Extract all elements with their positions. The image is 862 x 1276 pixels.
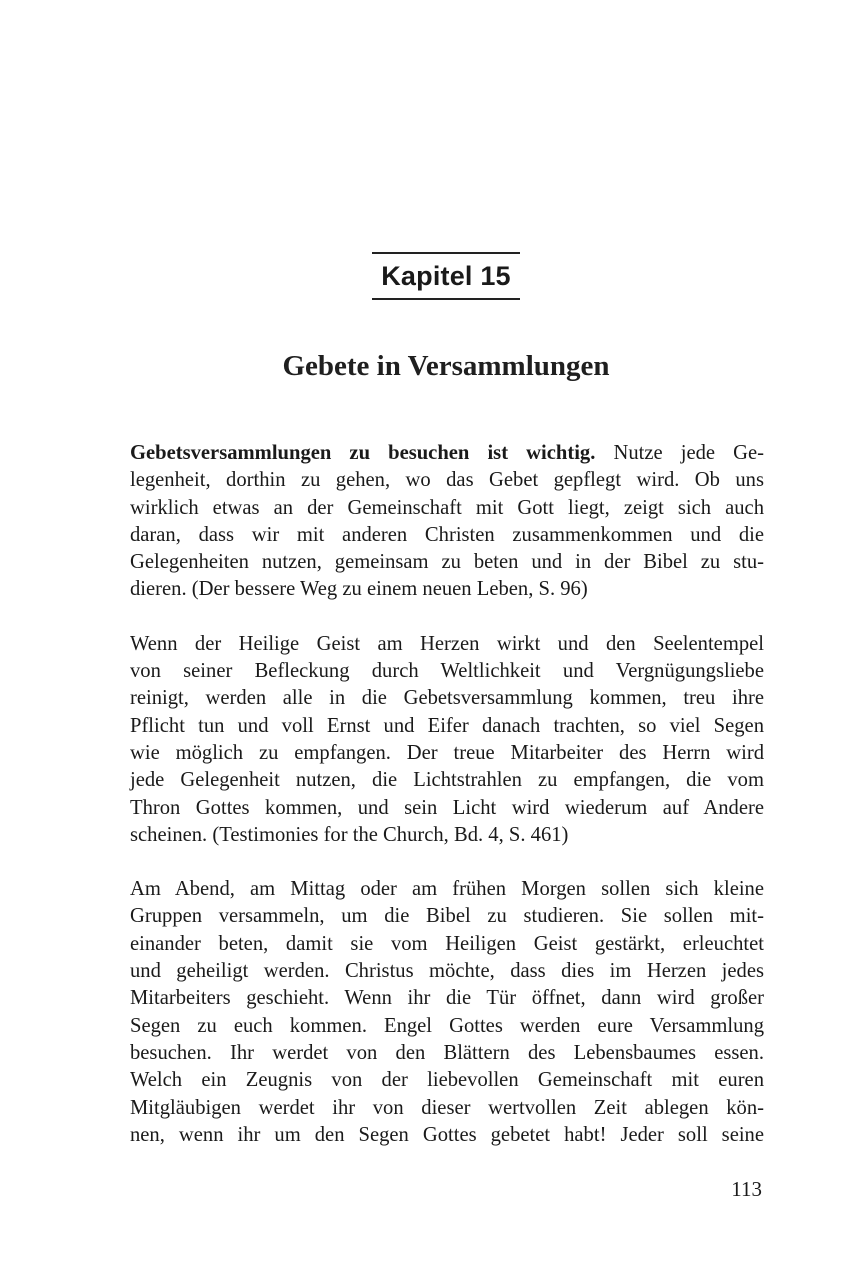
text-line: wirklich etwas an der Gemeinschaft mit Gott liegt, zeigt sich auch	[130, 496, 764, 519]
text-line: Am Abend, am Mittag oder am frühen Morgen sollen sich kleine	[130, 878, 764, 901]
paragraph-3	[130, 876, 764, 1149]
chapter-label: Kapitel 15	[381, 260, 511, 291]
text-line: Thron Gottes kommen, und sein Licht wird wiederum auf Andere	[130, 796, 764, 819]
text-line: Gruppen versammeln, um die Bibel zu studieren. Sie sollen mit-	[130, 905, 764, 928]
text-line: von seiner Befleckung durch Weltlichkeit und Vergnügungsliebe	[130, 660, 764, 683]
chapter-title: Gebete in Versammlungen	[282, 350, 610, 382]
text-line: reinigt, werden alle in die Gebetsversammlung kommen, treu ihre	[130, 687, 764, 710]
paragraph-1	[130, 440, 764, 604]
text-line: Pflicht tun und voll Ernst und Eifer danach trachten, so viel Segen	[130, 714, 764, 737]
chapter-heading-box	[372, 252, 520, 300]
text-line: scheinen. (Testimonies for the Church, Bd. 4, S. 461)	[130, 823, 569, 846]
page-number: 113	[731, 1177, 762, 1201]
text-line: daran, dass wir mit anderen Christen zusammenkommen und die	[130, 523, 764, 546]
paragraph-2	[130, 631, 764, 849]
text-line: einander beten, damit sie vom Heiligen Geist gestärkt, erleuchtet	[130, 932, 764, 955]
text-line: besuchen. Ihr werdet von den Blättern des Lebensbaumes essen.	[130, 1041, 764, 1064]
text-line: jede Gelegenheit nutzen, die Lichtstrahlen zu empfangen, die vom	[130, 769, 764, 792]
text-line: wie möglich zu empfangen. Der treue Mitarbeiter des Herrn wird	[130, 741, 764, 764]
text-line: legenheit, dorthin zu gehen, wo das Gebet gepflegt wird. Ob uns	[130, 469, 764, 492]
text-line: Mitarbeiters geschieht. Wenn ihr die Tür öffnet, dann wird großer	[130, 987, 764, 1010]
text-line: und geheiligt werden. Christus möchte, dass dies im Herzen jedes	[130, 960, 764, 983]
text-line: Wenn der Heilige Geist am Herzen wirkt und den Seelentempel	[130, 632, 764, 655]
text-line: Segen zu euch kommen. Engel Gottes werden eure Versammlung	[130, 1014, 764, 1037]
text-line-fragment: Nutze jede Ge-	[595, 442, 764, 464]
body-text	[130, 440, 764, 1176]
text-line: dieren. (Der bessere Weg zu einem neuen Leben, S. 96)	[130, 578, 588, 601]
text-line: Gelegenheiten nutzen, gemeinsam zu beten und in der Bibel zu stu-	[130, 551, 764, 574]
text-line	[130, 440, 764, 467]
text-line: nen, wenn ihr um den Segen Gottes gebetet habt! Jeder soll seine	[130, 1123, 764, 1146]
paragraph-lead: Gebetsversammlungen zu besuchen ist wichtig.	[130, 442, 596, 464]
text-line: Mitgläubigen werdet ihr von dieser wertvollen Zeit ablegen kön-	[130, 1096, 764, 1119]
text-line: Welch ein Zeugnis von der liebevollen Gemeinschaft mit euren	[130, 1069, 764, 1092]
